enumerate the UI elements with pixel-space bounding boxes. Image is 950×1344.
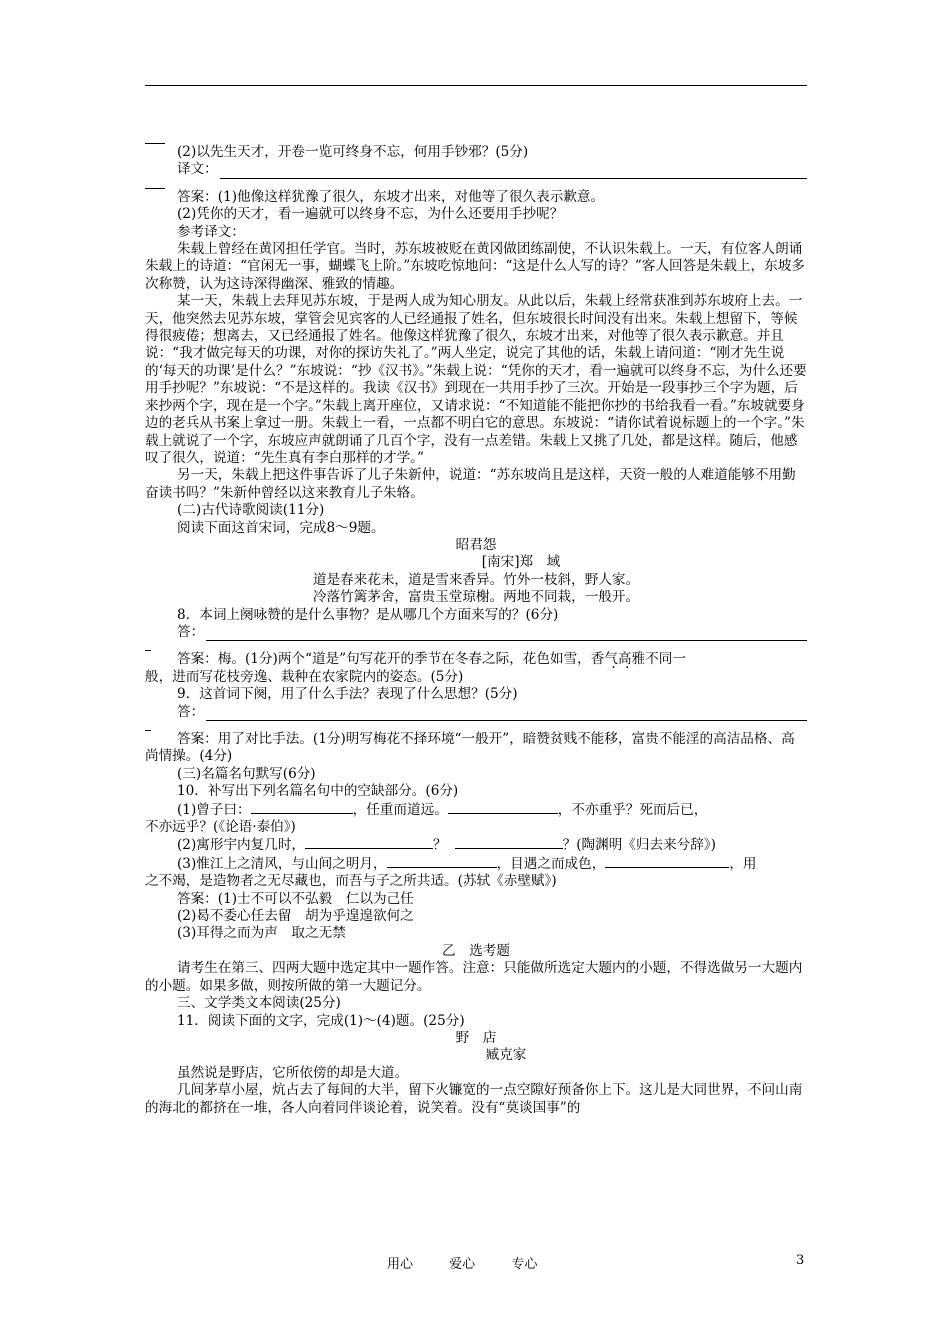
answer7-a1: 答案：(1)他像这样犹豫了很久，东坡才出来，对他等了很久表示歉意。 xyxy=(177,188,605,205)
translation-line[interactable] xyxy=(145,161,807,178)
q10-item2-blank-1[interactable] xyxy=(305,836,433,849)
q8-answer-key-line2: 般，进而写花枝旁逸、栽种在农家院内的姿态。(5分) xyxy=(145,668,464,685)
document-body xyxy=(145,134,807,1117)
q10-item1-blank-2[interactable] xyxy=(448,801,558,814)
page-number: 3 xyxy=(796,1253,805,1268)
q10-item2-blank-2[interactable] xyxy=(455,836,563,849)
footer-motto xyxy=(387,1253,569,1272)
q8-key-end: 高雅不同一 xyxy=(617,651,686,668)
reference-para-1: 朱载上曾经在黄冈担任学官。当时，苏东坡被贬在黄冈做团练副使，不认识朱载上。一天，有位客人朗诵朱载上的诗道：“官闲无一事，蝴蝶飞上阶。”东坡吃惊地问：“这是什么人写的诗？”客人回答是朱载上，东坡多次称赞，认为这诗深得幽深、雅致的情趣。 xyxy=(145,241,805,292)
q10-item1-blank-1[interactable] xyxy=(251,801,353,814)
q8-answer-key xyxy=(145,651,807,668)
text-para-2: 几间茅草小屋，炕占去了每间的大半，留下火镰宽的一点空隙好预备你上下。这儿是大同世界，不问山南的海北的都挤在一堆，各人向着同伴谈论着，说笑着。没有“莫谈国事”的 xyxy=(145,1082,803,1116)
poem-line-2: 冷落竹篱茅舍，富贵玉堂琼榭。两地不同栽，一般开。 xyxy=(312,589,640,606)
section-literary-heading: 三、文学类文本阅读(25分) xyxy=(177,995,341,1012)
poem-author: [南宋]郑 域 xyxy=(481,554,561,571)
q8-key-start: 答案：梅。(1分)两个“道是”句写花开的季节在冬春之际，花色如雪， xyxy=(177,651,591,668)
footer-word-3: 专心 xyxy=(511,1257,538,1272)
q9-answer-key: 答案：用了对比手法。(1分)明写梅花不择环境“一般开”，暗赞贫贱不能移，富贵不能淫的高洁品格、高尚情操。(4分) xyxy=(145,731,795,765)
q8-answer-line[interactable] xyxy=(145,624,807,641)
translation-label: 译文： xyxy=(177,161,218,178)
q8-answer-label: 答： xyxy=(177,623,205,640)
q10-item3-text-b: ，目遇之而成色， xyxy=(496,855,606,872)
poem-line-1: 道是春来花未，道是雪来香异。竹外一枝斜，野人家。 xyxy=(312,571,640,588)
q10-answer-2: (2)曷不委心任去留 胡为乎遑遑欲何之 xyxy=(177,908,414,925)
q8-answer-blank[interactable] xyxy=(206,628,807,641)
q10-item1-text-b: ，任重而道远。 xyxy=(352,801,448,818)
reference-para-3: 另一天，朱载上把这件事告诉了儿子朱新仲，说道：“苏东坡尚且是这样，天资一般的人难道能够不用勤奋读书吗？”朱新仲曾经以这来教育儿子朱辂。 xyxy=(145,467,796,501)
translation-blank[interactable] xyxy=(220,166,807,179)
q9-answer-blank[interactable] xyxy=(206,708,807,721)
section3-heading: (三)名篇名句默写(6分) xyxy=(177,765,316,782)
reference-translation-label: 参考译文： xyxy=(177,223,245,240)
q8-key-emph-2: 气 xyxy=(604,651,618,668)
q10-item-2 xyxy=(145,836,807,854)
q10-item-1-cont: 不亦远乎？(《论语·泰伯》) xyxy=(145,819,296,836)
q9-answer-line[interactable] xyxy=(145,704,807,721)
q9-answer-label: 答： xyxy=(177,703,205,720)
section2-heading: (二)古代诗歌阅读(11分) xyxy=(177,502,325,519)
q10-item3-blank-2[interactable] xyxy=(605,855,729,868)
text-author: 臧克家 xyxy=(485,1047,527,1064)
q10-answer-1: 答案：(1)士不可以不弘毅 仁以为己任 xyxy=(177,890,414,907)
text-para-1: 虽然说是野店，它所依傍的却是大道。 xyxy=(177,1064,409,1081)
q10-item-3-cont: 之不竭，是造物者之无尽藏也，而吾与子之所共适。(苏轼《赤壁赋》) xyxy=(145,873,557,890)
q11-question: 11．阅读下面的文字，完成(1)～(4)题。(25分) xyxy=(177,1012,465,1029)
reference-para-2: 某一天，朱载上去拜见苏东坡，于是两人成为知心朋友。从此以后，朱载上经常获准到苏东坡府上去。一天，他突然去见苏东坡，掌管会见宾客的人已经通报了姓名，但东坡很长时间没有出来。朱载上想留下，等候得很疲倦；想离去，又已经通报了姓名。他像这样犹豫了很久，东坡才出来，对他等了很久表示歉意。并且说：“我才做完每天的功课，对你的探访失礼了。”两人坐定，说完了其他的话，朱载上请问道：“刚才先生说的‘每天的功课’是什么？”东坡说：“抄《汉书》。”朱载上说：“凭你的天才，看一遍就可以终身不忘，为什么还要用手抄呢？”东坡说：“不是这样的。我读《汉书》到现在一共用手抄了三次。开始是一段事抄三个字为题，后来抄两个字，现在是一个字。”朱载上离开座位，又请求说：“不知道能不能把你抄的书给我看一看。”东坡就要身边的老兵从书案上拿过一册。朱载上一看，一点都不明白它的意思。东坡说：“请你试着说标题上的一个字。”朱载上就说了一个字，东坡应声就朗诵了几百个字，没有一点差错。朱载上又挑了几处，都是这样。随后，他感叹了很久，说道：“先生真有李白那样的才学。” xyxy=(145,293,807,466)
q10-item-3 xyxy=(145,855,807,873)
answer-line-stub xyxy=(145,641,151,651)
answer-line-stub xyxy=(145,721,151,731)
q10-item2-text-c: ？(陶渊明《归去来兮辞》) xyxy=(562,837,716,854)
footer-word-2: 爱心 xyxy=(449,1257,476,1272)
answer7-a2: (2)凭你的天才，看一遍就可以终身不忘，为什么还要用手抄呢？ xyxy=(177,206,564,223)
answer-line-stub xyxy=(145,179,165,189)
q7-part2: (2)以先生天才，开卷一览可终身不忘，何用手钞邪？(5分) xyxy=(177,144,529,160)
q10-item2-text-b: ？ xyxy=(433,837,447,854)
section2-instruction: 阅读下面这首宋词，完成8～9题。 xyxy=(177,519,385,536)
elective-title: 乙 选考题 xyxy=(442,942,510,959)
q10-item-1 xyxy=(145,801,807,819)
q8-key-emph-1: 香 xyxy=(590,651,605,668)
text-title: 野 店 xyxy=(455,1029,497,1046)
q10-item3-text-c: ，用 xyxy=(729,855,757,872)
q10-item3-text-a: (3)惟江上之清风，与山间之明月， xyxy=(177,855,387,872)
q9-question: 9．这首词下阕，用了什么手法？表现了什么思想？(5分) xyxy=(177,686,518,703)
q10-item2-text-a: (2)寓形宇内复几时， xyxy=(177,837,306,854)
elective-instruction: 请考生在第三、四两大题中选定其中一题作答。注意：只能做所选定大题内的小题，不得选做另一大题内的小题。如果多做，则按所做的第一大题记分。 xyxy=(145,960,803,994)
answer-line-stub xyxy=(145,134,165,144)
q10-item1-text-a: (1)曾子曰： xyxy=(177,801,251,818)
q10-item1-text-c: ，不亦重乎？死而后已， xyxy=(557,801,708,818)
q7-part2-row xyxy=(145,144,807,161)
header-rule xyxy=(145,85,807,86)
q10-item3-blank-1[interactable] xyxy=(387,855,497,868)
q10-answer-3: (3)耳得之而为声 取之无禁 xyxy=(177,925,346,942)
poem-title: 昭君怨 xyxy=(455,536,497,553)
footer-word-1: 用心 xyxy=(387,1257,414,1272)
q8-question: 8．本词上阕咏赞的是什么事物？是从哪几个方面来写的？(6分) xyxy=(177,606,559,623)
q10-question: 10．补写出下列名篇名句中的空缺部分。(6分) xyxy=(177,783,459,800)
